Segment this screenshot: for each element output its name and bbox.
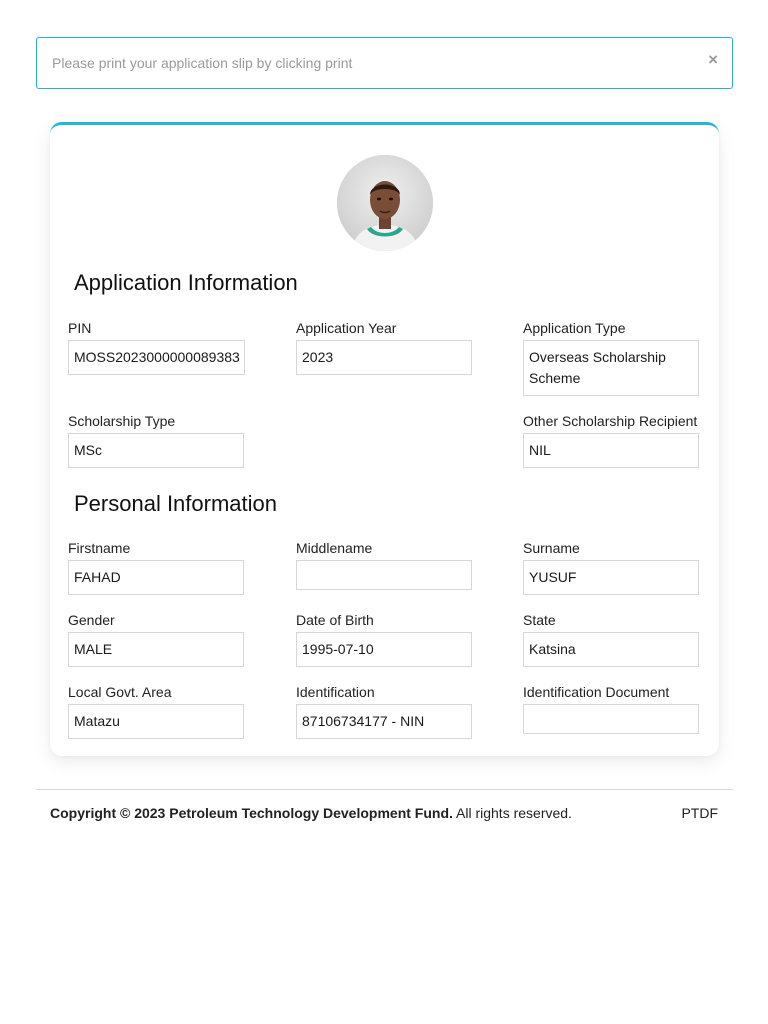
- field-label: Scholarship Type: [68, 413, 176, 429]
- field-label: Middlename: [296, 540, 373, 556]
- field-label: Firstname: [68, 540, 131, 556]
- field-state: [523, 612, 699, 667]
- field-firstname: [68, 540, 244, 595]
- scholarship-type-value: MSc: [68, 433, 244, 468]
- footer-copyright: [50, 805, 572, 821]
- state-value: Katsina: [523, 632, 699, 667]
- field-middlename: [296, 540, 472, 590]
- field-label: Application Year: [296, 320, 397, 336]
- field-gender: [68, 612, 244, 667]
- copyright-rights: All rights reserved.: [452, 805, 572, 821]
- lga-value: Matazu: [68, 704, 244, 739]
- application-year-value: 2023: [296, 340, 472, 375]
- id-document-value: [523, 704, 699, 734]
- field-application-year: [296, 320, 472, 375]
- alert-message: Please print your application slip by clicking print: [52, 55, 353, 71]
- field-label: PIN: [68, 320, 92, 336]
- other-recipient-value: NIL: [523, 433, 699, 468]
- field-label: Surname: [523, 540, 580, 556]
- profile-photo: [337, 155, 433, 251]
- application-type-value: Overseas Scholarship Scheme: [523, 340, 699, 396]
- field-identification-document: [523, 684, 699, 734]
- middlename-value: [296, 560, 472, 590]
- footer-divider: [36, 789, 733, 790]
- field-label: State: [523, 612, 556, 628]
- field-application-type: [523, 320, 699, 396]
- close-icon[interactable]: ×: [708, 50, 718, 69]
- firstname-value: FAHAD: [68, 560, 244, 595]
- section-title-application: Application Information: [74, 270, 298, 295]
- application-slip-card: [50, 122, 719, 756]
- footer-brand: PTDF: [681, 805, 718, 821]
- field-label: Identification Document: [523, 684, 670, 700]
- avatar: [337, 155, 433, 251]
- print-alert: [36, 37, 733, 89]
- field-surname: [523, 540, 699, 595]
- copyright-org: Copyright © 2023 Petroleum Technology Development Fund.: [50, 805, 453, 821]
- field-label: Local Govt. Area: [68, 684, 172, 700]
- field-date-of-birth: [296, 612, 472, 667]
- section-title-personal: Personal Information: [74, 491, 277, 516]
- field-label: Application Type: [523, 320, 626, 336]
- gender-value: MALE: [68, 632, 244, 667]
- field-pin: [68, 320, 245, 375]
- field-label: Identification: [296, 684, 375, 700]
- dob-value: 1995-07-10: [296, 632, 472, 667]
- field-identification: [296, 684, 472, 739]
- identification-value: 87106734177 - NIN: [296, 704, 472, 739]
- field-scholarship-type: [68, 413, 244, 468]
- field-local-govt-area: [68, 684, 244, 739]
- field-label: Date of Birth: [296, 612, 374, 628]
- pin-value: MOSS2023000000089383: [68, 340, 245, 375]
- field-label: Gender: [68, 612, 115, 628]
- surname-value: YUSUF: [523, 560, 699, 595]
- field-label: Other Scholarship Recipient: [523, 413, 698, 429]
- field-other-scholarship-recipient: [523, 413, 699, 468]
